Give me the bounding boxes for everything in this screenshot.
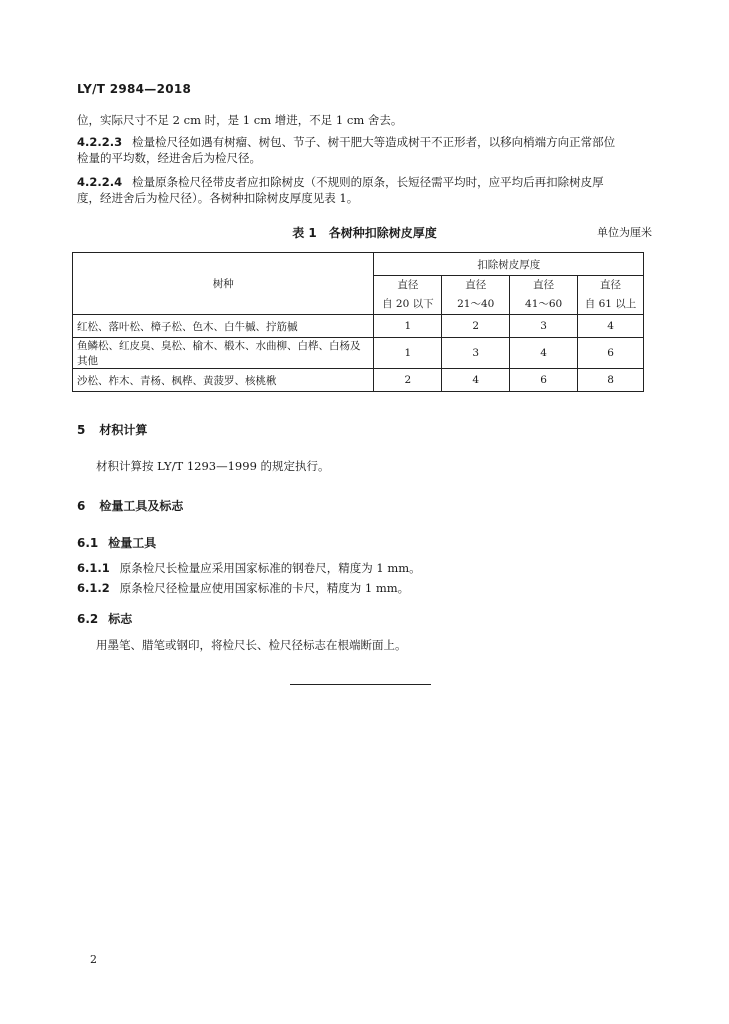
clause-text: 检量的平均数，经进舍后为检尺径。 — [77, 151, 261, 165]
clause-text: 原条检尺径检量应使用国家标准的卡尺，精度为 1 mm。 — [119, 581, 410, 595]
value-cell: 1 — [374, 338, 442, 369]
clause-number: 6.1.2 — [77, 581, 110, 595]
table-title: 表 1 各树种扣除树皮厚度 — [292, 226, 437, 240]
section-6-1-heading — [77, 534, 156, 551]
clause-6-1-1 — [77, 560, 652, 576]
value-cell: 2 — [374, 369, 442, 392]
page-number: 2 — [90, 953, 97, 966]
value-cell: 1 — [374, 315, 442, 338]
column-header: 直径 自 20 以下 — [374, 276, 442, 315]
section-title: 检量工具 — [108, 536, 157, 550]
value-cell: 4 — [442, 369, 510, 392]
section-6-2-text: 用墨笔、腊笔或钢印，将检尺长、检尺径标志在根端断面上。 — [96, 638, 407, 652]
section-title: 检量工具及标志 — [99, 499, 184, 513]
species-cell: 红松、落叶松、樟子松、色木、白牛槭、拧筋槭 — [73, 315, 374, 338]
table-unit: 单位为厘米 — [597, 226, 652, 239]
end-rule — [290, 684, 431, 685]
clause-4-2-2-4 — [77, 174, 652, 206]
value-cell: 4 — [578, 315, 644, 338]
clause-number: 4.2.2.3 — [77, 135, 123, 149]
section-5-heading — [77, 421, 147, 438]
species-cell: 沙松、柞木、青杨、枫桦、黄菠罗、核桃楸 — [73, 369, 374, 392]
bark-thickness-table — [72, 252, 644, 392]
value-cell: 3 — [510, 315, 578, 338]
table-row — [73, 369, 644, 392]
clause-number: 6.1.1 — [77, 561, 110, 575]
species-cell: 鱼鳞松、红皮臭、臭松、榆木、椴木、水曲柳、白桦、白杨及其他 — [73, 338, 374, 369]
value-cell: 3 — [442, 338, 510, 369]
table-row — [73, 338, 644, 369]
standard-code-header: LY/T 2984—2018 — [77, 82, 192, 96]
section-6-heading — [77, 497, 183, 514]
column-header-species: 树种 — [73, 253, 374, 315]
table-row — [73, 315, 644, 338]
clause-text: 检量原条检尺径带皮者应扣除树皮（不规则的原条，长短径需平均时，应平均后再扣除树皮厚 — [132, 175, 604, 189]
clause-text: 度，经进舍后为检尺径）。各树种扣除树皮厚度见表 1。 — [77, 191, 359, 205]
column-header: 直径 41～60 — [510, 276, 578, 315]
value-cell: 8 — [578, 369, 644, 392]
value-cell: 4 — [510, 338, 578, 369]
section-title: 材积计算 — [99, 423, 148, 437]
value-cell: 2 — [442, 315, 510, 338]
section-6-2-heading — [77, 610, 132, 627]
column-header: 直径 21～40 — [442, 276, 510, 315]
section-number: 6 — [77, 499, 86, 513]
section-number: 6.2 — [77, 612, 99, 626]
section-title: 标志 — [108, 612, 133, 626]
value-cell: 6 — [578, 338, 644, 369]
paragraph-continuation: 位，实际尺寸不足 2 cm 时，是 1 cm 增进，不足 1 cm 舍去。 — [77, 113, 403, 127]
column-header: 直径 自 61 以上 — [578, 276, 644, 315]
value-cell: 6 — [510, 369, 578, 392]
section-number: 6.1 — [77, 536, 99, 550]
clause-number: 4.2.2.4 — [77, 175, 123, 189]
section-number: 5 — [77, 423, 86, 437]
clause-6-1-2 — [77, 580, 652, 596]
clause-text: 检量检尺径如遇有树瘤、树包、节子、树干肥大等造成树干不正形者，以移向梢端方向正常部位 — [132, 135, 616, 149]
clause-4-2-2-3 — [77, 134, 652, 166]
section-5-text: 材积计算按 LY/T 1293—1999 的规定执行。 — [96, 459, 330, 473]
column-group-header: 扣除树皮厚度 — [374, 253, 644, 276]
clause-text: 原条检尺长检量应采用国家标准的钢卷尺，精度为 1 mm。 — [119, 561, 421, 575]
